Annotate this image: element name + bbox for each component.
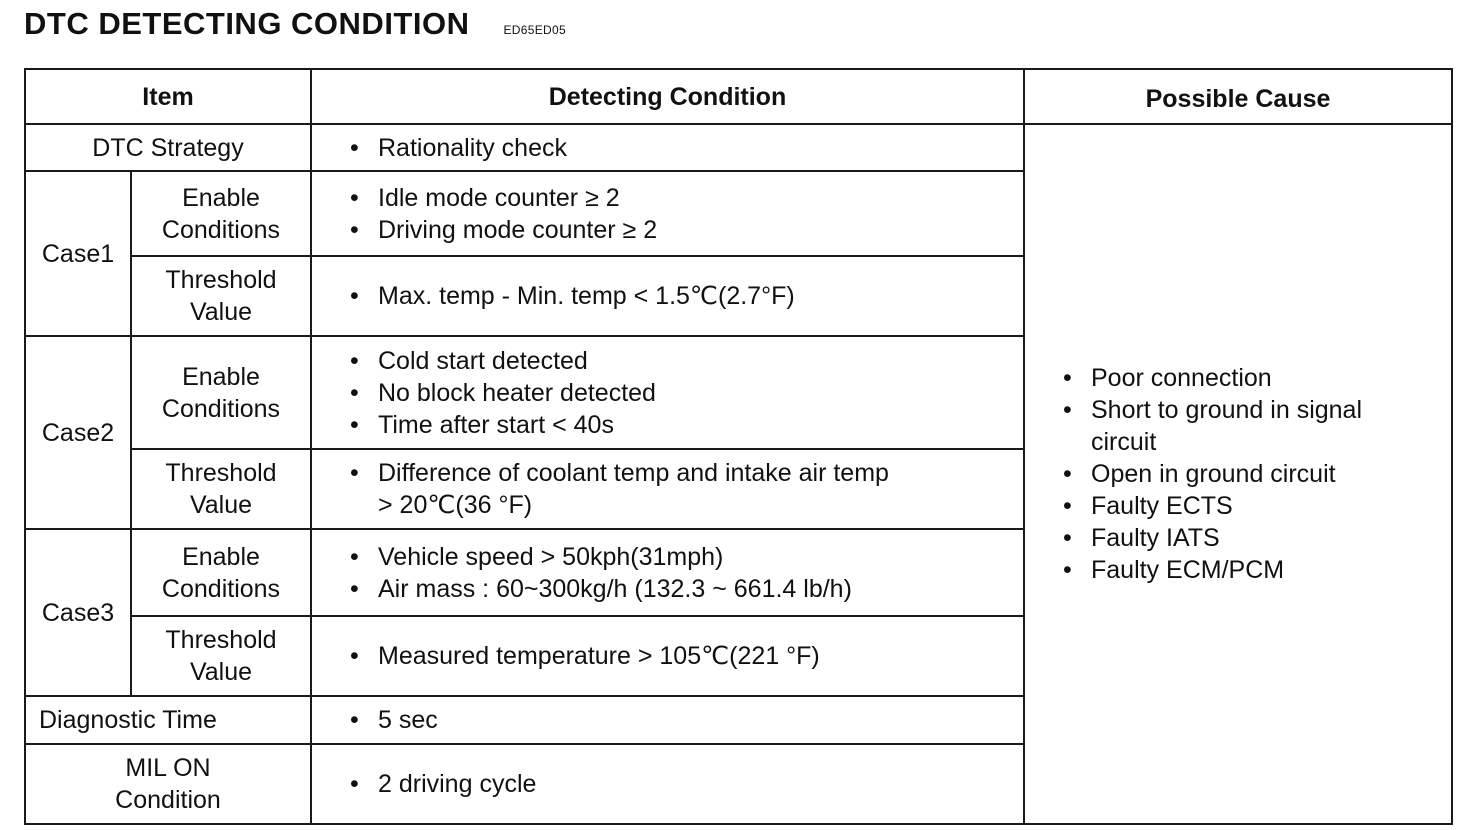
condition-item: • Air mass : 60~300kg/h (132.3 ~ 661.4 lb/h) <box>350 573 1023 605</box>
case2-threshold-conditions <box>311 449 1024 529</box>
case2-enable-conditions <box>311 336 1024 449</box>
diagnostic-time-label: Diagnostic Time <box>25 696 311 744</box>
cause-item: • Faulty ECTS <box>1063 490 1393 522</box>
case1-enable-label <box>131 171 311 256</box>
enable-label-line1: Enable <box>182 183 260 212</box>
threshold-label-line1: Threshold <box>165 626 277 654</box>
enable-label-line1: Enable <box>182 362 260 391</box>
header-item: Item <box>25 69 311 124</box>
dtc-strategy-conditions <box>311 124 1024 171</box>
condition-item: • Vehicle speed > 50kph(31mph) <box>350 541 1023 573</box>
case1-label: Case1 <box>25 171 131 336</box>
table-row-dtc-strategy <box>25 124 1452 171</box>
page-title: DTC DETECTING CONDITION <box>24 6 470 41</box>
mil-on-label-line1: MIL ON <box>125 754 211 782</box>
document-code: ED65ED05 <box>503 23 566 37</box>
threshold-label-line2: Value <box>189 658 253 686</box>
case2-label: Case2 <box>25 336 131 529</box>
dtc-condition-table <box>24 68 1453 825</box>
case2-threshold-label <box>131 449 311 529</box>
cause-item: • Faulty IATS <box>1063 522 1393 554</box>
condition-item: • Idle mode counter ≥ 2 <box>350 182 1023 214</box>
cause-item: • Short to ground in signal circuit <box>1063 394 1393 458</box>
header-possible-cause: Possible Cause <box>1024 69 1452 124</box>
possible-cause-list <box>1063 362 1393 586</box>
cause-item: • Open in ground circuit <box>1063 458 1393 490</box>
table-header-row <box>25 69 1452 124</box>
dtc-strategy-label: DTC Strategy <box>25 124 311 171</box>
enable-label-line2: Conditions <box>161 394 281 423</box>
threshold-label-line2: Value <box>189 298 253 326</box>
threshold-label-line2: Value <box>189 491 253 519</box>
cause-item: • Faulty ECM/PCM <box>1063 554 1393 586</box>
cause-item: • Poor connection <box>1063 362 1393 394</box>
condition-item: • Time after start < 40s <box>350 409 1023 441</box>
enable-label-line2: Conditions <box>161 215 281 244</box>
header-detecting-condition: Detecting Condition <box>311 69 1024 124</box>
mil-on-conditions <box>311 744 1024 824</box>
case3-enable-conditions <box>311 529 1024 616</box>
condition-item: • Difference of coolant temp and intake air temp > 20℃(36 °F) <box>350 457 910 521</box>
case3-threshold-conditions <box>311 616 1024 696</box>
case1-threshold-label <box>131 256 311 336</box>
condition-item: • No block heater detected <box>350 377 1023 409</box>
mil-on-label <box>25 744 311 824</box>
case3-label: Case3 <box>25 529 131 696</box>
condition-item: • 5 sec <box>350 704 1023 736</box>
case2-enable-label <box>131 336 311 449</box>
threshold-label-line1: Threshold <box>165 266 277 294</box>
case1-enable-conditions <box>311 171 1024 256</box>
condition-item: • Rationality check <box>350 132 1023 164</box>
condition-item: • 2 driving cycle <box>350 768 1023 800</box>
possible-cause-cell <box>1024 124 1452 824</box>
mil-on-label-line2: Condition <box>115 786 221 814</box>
condition-item: • Max. temp - Min. temp < 1.5℃(2.7°F) <box>350 280 1023 312</box>
enable-label-line2: Conditions <box>161 574 281 603</box>
page-heading <box>24 6 566 46</box>
condition-item: • Measured temperature > 105℃(221 °F) <box>350 640 1023 672</box>
case3-enable-label <box>131 529 311 616</box>
threshold-label-line1: Threshold <box>165 459 277 487</box>
enable-label-line1: Enable <box>182 542 260 571</box>
diagnostic-time-conditions <box>311 696 1024 744</box>
condition-item: • Driving mode counter ≥ 2 <box>350 214 1023 246</box>
condition-item: • Cold start detected <box>350 345 1023 377</box>
case1-threshold-conditions <box>311 256 1024 336</box>
case3-threshold-label <box>131 616 311 696</box>
